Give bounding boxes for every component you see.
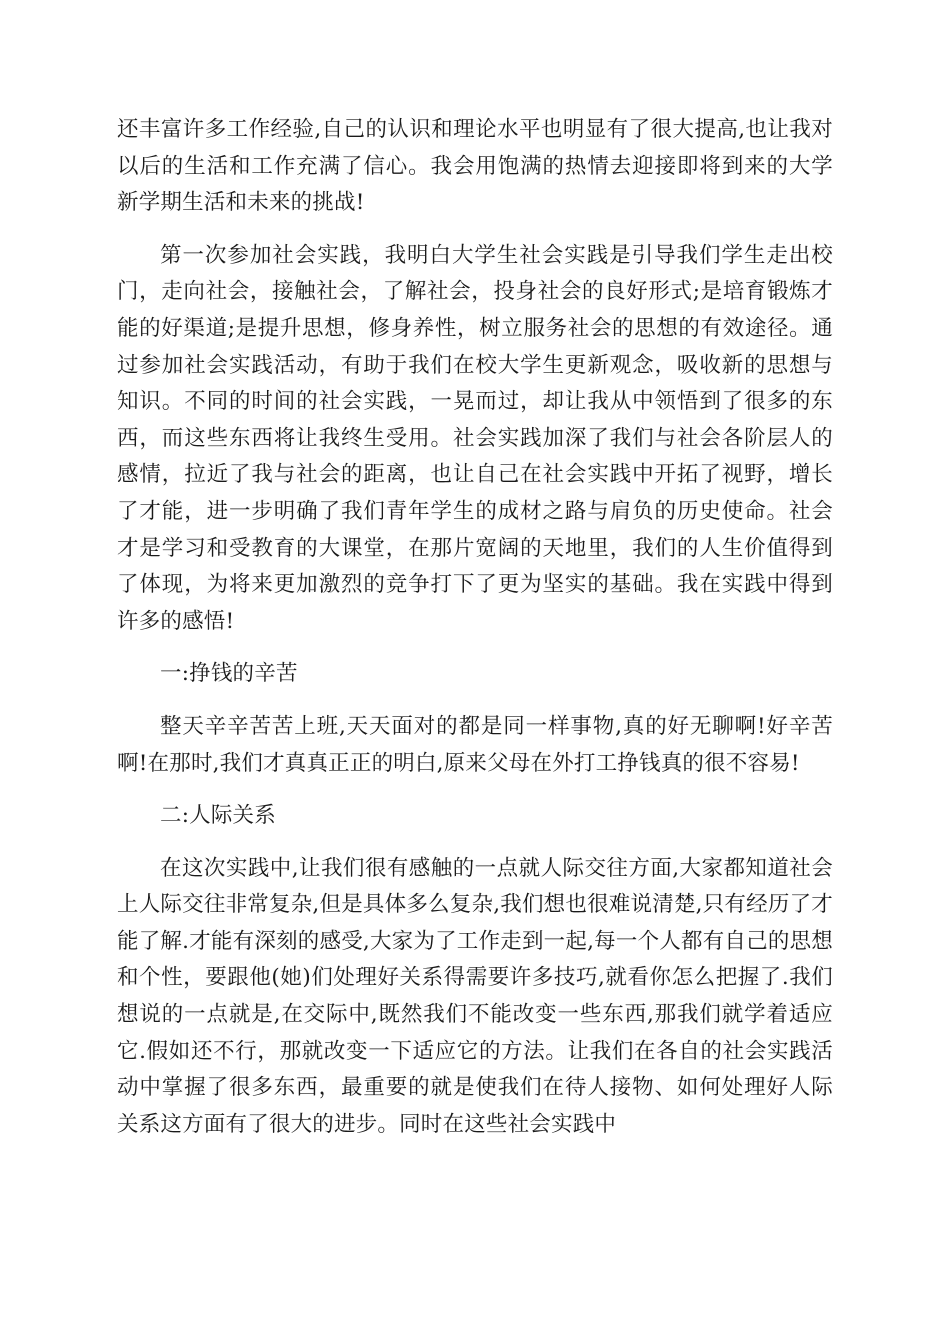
document-body — [117, 112, 833, 1159]
section-heading-earning-hardship: 一:挣钱的辛苦 — [160, 661, 298, 687]
paragraph-social-practice: 第一次参加社会实践，我明白大学生社会实践是引导我们学生走出校门，走向社会，接触社会，了解社会，投身社会的良好形式;是培育锻炼才能的好渠道;是提升思想，修身养性，树立服务社会的思想的有效途径。通过参加社会实践活动，有助于我们在校大学生更新观念，吸收新的思想与知识。不同的时间的社会实践，一晃而过，却让我从中领悟到了很多的东西，而这些东西将让我终生受用。社会实践加深了我们与社会各阶层人的感情，拉近了我与社会的距离，也让自己在社会实践中开拓了视野，增长了才能，进一步明确了我们青年学生的成材之路与肩负的历史使命。社会才是学习和受教育的大课堂，在那片宽阔的天地里，我们的人生价值得到了体现，为将来更加激烈的竞争打下了更为坚实的基础。我在实践中得到许多的感悟! — [117, 242, 833, 634]
section-heading-relationships: 二:人际关系 — [160, 803, 276, 829]
paragraph-continued: 还丰富许多工作经验,自己的认识和理论水平也明显有了很大提高,也让我对以后的生活和工作充满了信心。我会用饱满的热情去迎接即将到来的大学新学期生活和未来的挑战! — [117, 117, 833, 216]
paragraph-earning-hardship: 整天辛辛苦苦上班,天天面对的都是同一样事物,真的好无聊啊!好辛苦啊!在那时,我们才真真正正的明白,原来父母在外打工挣钱真的很不容易! — [117, 713, 833, 776]
paragraph-relationships: 在这次实践中,让我们很有感触的一点就人际交往方面,大家都知道社会上人际交往非常复杂,但是具体多么复杂,我们想也很难说清楚,只有经历了才能了解.才能有深刻的感受,大家为了工作走到一起,每一个人都有自己的思想和个性，要跟他(她)们处理好关系得需要许多技巧,就看你怎么把握了.我们想说的一点就是,在交际中,既然我们不能改变一些东西,那我们就学着适应它.假如还不行，那就改变一下适应它的方法。让我们在各自的社会实践活动中掌握了很多东西，最重要的就是使我们在待人接物、如何处理好人际关系这方面有了很大的进步。同时在这些社会实践中 — [117, 855, 833, 1137]
